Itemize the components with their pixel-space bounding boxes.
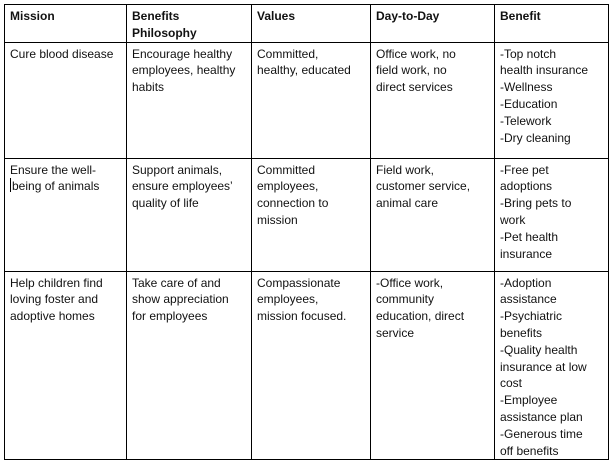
header-day-to-day: Day-to-Day: [371, 5, 495, 43]
cell-day-to-day: -Office work, community education, direct service: [371, 271, 495, 460]
table-header: [5, 5, 609, 43]
header-mission: Mission: [5, 5, 127, 43]
cell-values: Committed employees, connection to mission: [252, 158, 371, 271]
benefits-table: [4, 4, 609, 460]
cell-mission: Help children find loving foster and adoptive homes: [5, 271, 127, 460]
cell-day-to-day: Office work, no field work, no direct services: [371, 42, 495, 158]
table-body: [5, 42, 609, 460]
header-row: [5, 5, 609, 43]
cell-benefit: -Free pet adoptions -Bring pets to work -Pet health insurance: [495, 158, 609, 271]
table-row: [5, 42, 609, 158]
cell-values: Committed, healthy, educated: [252, 42, 371, 158]
cell-benefits-philosophy: Take care of and show appreciation for employees: [127, 271, 252, 460]
header-benefits-philosophy: Benefits Philosophy: [127, 5, 252, 43]
header-values: Values: [252, 5, 371, 43]
cell-values: Compassionate employees, mission focused.: [252, 271, 371, 460]
cell-benefit: -Adoption assistance -Psychiatric benefits -Quality health insurance at low cost -Employee assistance plan -Generous time off benefits: [495, 271, 609, 460]
table-row: [5, 158, 609, 271]
cell-mission: Cure blood disease: [5, 42, 127, 158]
cell-mission: Ensure the well- being of animals: [5, 158, 127, 271]
header-benefit: Benefit: [495, 5, 609, 43]
text-cursor: [10, 178, 11, 192]
cell-day-to-day: Field work, customer service, animal care: [371, 158, 495, 271]
cell-benefits-philosophy: Support animals, ensure employees’ quality of life: [127, 158, 252, 271]
cell-benefits-philosophy: Encourage healthy employees, healthy habits: [127, 42, 252, 158]
cell-benefit: -Top notch health insurance -Wellness -Education -Telework -Dry cleaning: [495, 42, 609, 158]
table-row: [5, 271, 609, 460]
